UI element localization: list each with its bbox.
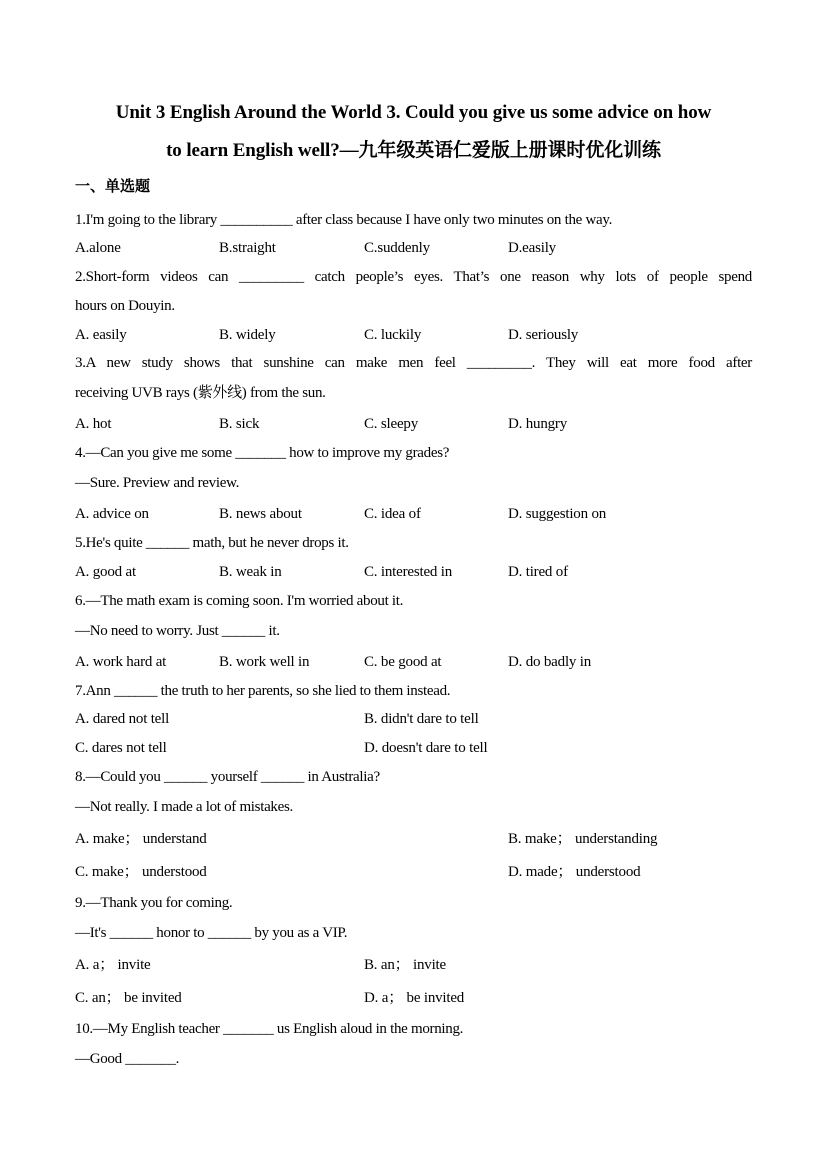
option-b: B. an； invite: [364, 957, 446, 973]
option-c: C.suddenly: [364, 240, 430, 256]
option-b: B. make； understanding: [508, 831, 658, 847]
option-b: B.straight: [219, 240, 276, 256]
option-a: A. dared not tell: [75, 711, 170, 727]
option-a: A. make； understand: [75, 831, 207, 847]
option-d: D. do badly in: [508, 654, 592, 670]
option-d: D. seriously: [508, 327, 579, 343]
page-title-line-1: Unit 3 English Around the World 3. Could you give us some advice on how: [115, 102, 712, 123]
option-c: C. be good at: [364, 654, 442, 670]
dialogue-reply: —It's ______ honor to ______ by you as a VIP.: [75, 925, 348, 941]
question-text: 6.—The math exam is coming soon. I'm worried about it.: [75, 593, 404, 609]
question-text: 5.He's quite ______ math, but he never drops it.: [75, 535, 349, 551]
option-b: B. work well in: [219, 654, 310, 670]
dialogue-reply: —Not really. I made a lot of mistakes.: [75, 799, 293, 815]
option-d: D.easily: [508, 240, 556, 256]
question-text: 1.I'm going to the library __________ after class because I have only two minutes on the way.: [75, 212, 613, 228]
option-a: A. work hard at: [75, 654, 167, 670]
section-heading: 一、单选题: [75, 177, 151, 195]
option-c: C. an； be invited: [75, 990, 182, 1006]
option-a: A. easily: [75, 327, 127, 343]
option-d: D. made； understood: [508, 864, 641, 880]
question-text-continued: receiving UVB rays (紫外线) from the sun.: [75, 385, 326, 401]
dialogue-reply: —No need to worry. Just ______ it.: [75, 623, 280, 639]
option-c: C. dares not tell: [75, 740, 167, 756]
option-c: C. interested in: [364, 564, 453, 580]
question-text: 8.—Could you ______ yourself ______ in Australia?: [75, 769, 380, 785]
page-title-line-2: to learn English well?—九年级英语仁爱版上册课时优化训练: [166, 140, 661, 161]
option-d: D. hungry: [508, 416, 568, 432]
option-a: A. good at: [75, 564, 136, 580]
option-d: D. doesn't dare to tell: [364, 740, 488, 756]
question-text-continued: hours on Douyin.: [75, 298, 175, 314]
question-text: 7.Ann ______ the truth to her parents, so she lied to them instead.: [75, 683, 451, 699]
option-a: A.alone: [75, 240, 121, 256]
option-b: B. sick: [219, 416, 260, 432]
option-b: B. weak in: [219, 564, 282, 580]
question-text: 4.—Can you give me some _______ how to improve my grades?: [75, 445, 450, 461]
option-a: A. hot: [75, 416, 112, 432]
dialogue-reply: —Good _______.: [75, 1051, 180, 1067]
option-b: B. didn't dare to tell: [364, 711, 479, 727]
option-d: D. suggestion on: [508, 506, 607, 522]
option-b: B. widely: [219, 327, 276, 343]
option-c: C. luckily: [364, 327, 422, 343]
option-c: C. make； understood: [75, 864, 207, 880]
option-c: C. idea of: [364, 506, 421, 522]
option-c: C. sleepy: [364, 416, 419, 432]
question-text: 10.—My English teacher _______ us English aloud in the morning.: [75, 1021, 464, 1037]
question-text: 2.Short-form videos can _________ catch people’s eyes. That’s one reason why lots of people spend: [75, 269, 752, 285]
dialogue-reply: —Sure. Preview and review.: [75, 475, 240, 491]
option-a: A. advice on: [75, 506, 149, 522]
option-a: A. a； invite: [75, 957, 151, 973]
question-text: 3.A new study shows that sunshine can make men feel _________. They will eat more food after: [75, 355, 752, 371]
option-d: D. tired of: [508, 564, 568, 580]
question-text: 9.—Thank you for coming.: [75, 895, 233, 911]
option-b: B. news about: [219, 506, 302, 522]
option-d: D. a； be invited: [364, 990, 465, 1006]
